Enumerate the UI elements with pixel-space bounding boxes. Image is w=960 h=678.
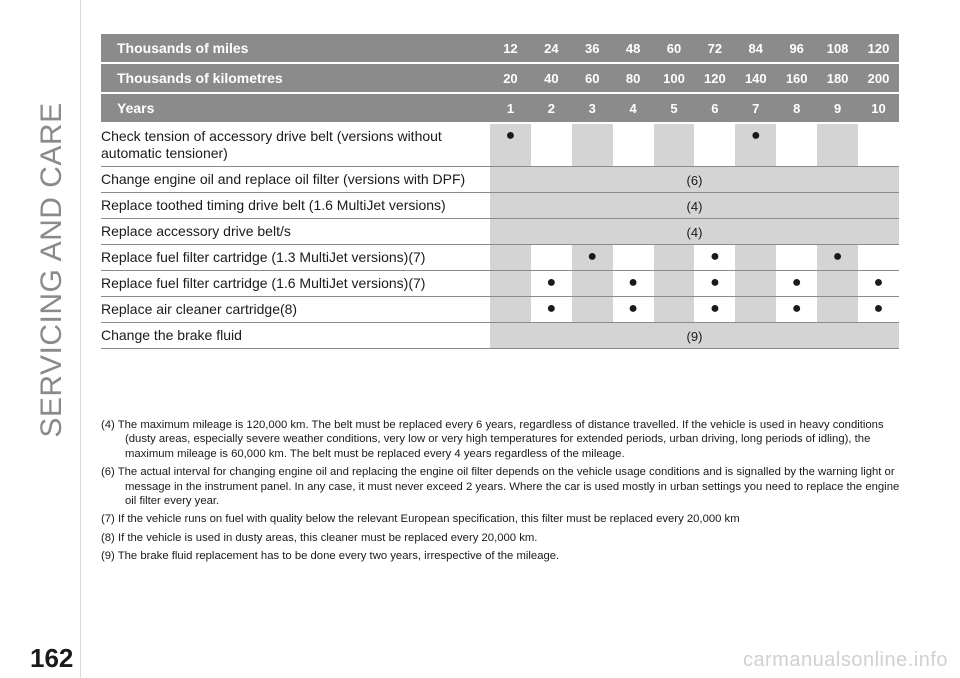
header-cell: 4 bbox=[613, 93, 654, 123]
schedule-cell bbox=[858, 123, 899, 167]
row-label: Replace toothed timing drive belt (1.6 MultiJet versions) bbox=[101, 193, 490, 219]
schedule-cell bbox=[490, 245, 531, 271]
header-cell: 3 bbox=[572, 93, 613, 123]
header-cell: 108 bbox=[817, 34, 858, 63]
header-cell: 40 bbox=[531, 63, 572, 93]
interval-note-cell: (4) bbox=[490, 219, 899, 245]
table-row bbox=[101, 323, 899, 349]
schedule-cell bbox=[654, 297, 695, 323]
row-label: Change engine oil and replace oil filter (versions with DPF) bbox=[101, 167, 490, 193]
watermark: carmanualsonline.info bbox=[742, 649, 948, 671]
schedule-cell bbox=[817, 271, 858, 297]
header-cell: 36 bbox=[572, 34, 613, 63]
header-cell: 60 bbox=[572, 63, 613, 93]
service-schedule-table bbox=[101, 34, 899, 349]
header-row bbox=[101, 34, 899, 63]
header-cell: 24 bbox=[531, 34, 572, 63]
row-label: Replace fuel filter cartridge (1.6 MultiJet versions)(7) bbox=[101, 271, 490, 297]
schedule-cell bbox=[490, 297, 531, 323]
schedule-cell bbox=[654, 271, 695, 297]
header-cell: 160 bbox=[776, 63, 817, 93]
service-dot: ● bbox=[817, 245, 858, 271]
schedule-cell bbox=[817, 297, 858, 323]
schedule-cell bbox=[735, 297, 776, 323]
margin-rule bbox=[80, 0, 81, 678]
row-label: Replace air cleaner cartridge(8) bbox=[101, 297, 490, 323]
service-dot: ● bbox=[613, 271, 654, 297]
service-dot: ● bbox=[694, 245, 735, 271]
service-dot: ● bbox=[531, 271, 572, 297]
header-cell: 120 bbox=[858, 34, 899, 63]
header-cell: 20 bbox=[490, 63, 531, 93]
header-cell: 200 bbox=[858, 63, 899, 93]
header-cell: 48 bbox=[613, 34, 654, 63]
service-dot: ● bbox=[694, 297, 735, 323]
header-cell: 96 bbox=[776, 34, 817, 63]
header-cell: 9 bbox=[817, 93, 858, 123]
page-number: 162 bbox=[30, 643, 74, 673]
schedule-cell bbox=[776, 123, 817, 167]
schedule-cell bbox=[654, 123, 695, 167]
service-dot: ● bbox=[735, 123, 776, 167]
footnote: (8) If the vehicle is used in dusty areas, this cleaner must be replaced every 20,000 km. bbox=[101, 531, 538, 544]
schedule-cell bbox=[694, 123, 735, 167]
row-label: Change the brake fluid bbox=[101, 323, 490, 349]
header-cell: 180 bbox=[817, 63, 858, 93]
schedule-cell bbox=[654, 245, 695, 271]
service-dot: ● bbox=[490, 123, 531, 167]
header-cell: 80 bbox=[613, 63, 654, 93]
service-dot: ● bbox=[531, 297, 572, 323]
service-dot: ● bbox=[613, 297, 654, 323]
schedule-cell bbox=[735, 245, 776, 271]
service-dot: ● bbox=[694, 271, 735, 297]
header-cell: 72 bbox=[694, 34, 735, 63]
footnote: (4) The maximum mileage is 120,000 km. The belt must be replaced every 6 years, regardless of distance travelled. If the vehicle is used in heavy conditions (dusty areas, especially severe weather conditions, very low or very high temperatures for extended periods, urban driving, long periods of idling), the maximum mileage is 60,000 km. The belt must be replaced every 4 years regardless of the mileage. bbox=[101, 419, 884, 460]
section-title: SERVICING AND CARE bbox=[35, 102, 68, 438]
header-cell: 84 bbox=[735, 34, 776, 63]
header-cell: 5 bbox=[654, 93, 695, 123]
schedule-cell bbox=[572, 271, 613, 297]
header-row bbox=[101, 63, 899, 93]
header-row bbox=[101, 93, 899, 123]
header-cell: 8 bbox=[776, 93, 817, 123]
schedule-body bbox=[101, 123, 899, 349]
schedule-cell bbox=[531, 245, 572, 271]
footnote: (6) The actual interval for changing engine oil and replacing the engine oil filter depends on the vehicle usage conditions and is signalled by the warning light or message in the instrument panel. In any case, it must never exceed 2 years. Where the car is used mostly in urban settings you need to replace the engine oil filter every year. bbox=[101, 466, 900, 508]
schedule-cell bbox=[817, 123, 858, 167]
header-cell: 7 bbox=[735, 93, 776, 123]
service-dot: ● bbox=[572, 245, 613, 271]
table-row bbox=[101, 123, 899, 167]
table-row bbox=[101, 271, 899, 297]
header-cell: 10 bbox=[858, 93, 899, 123]
table-row bbox=[101, 193, 899, 219]
header-cell: 140 bbox=[735, 63, 776, 93]
schedule-cell bbox=[613, 245, 654, 271]
footnotes bbox=[101, 418, 901, 568]
table-row bbox=[101, 167, 899, 193]
schedule-cell bbox=[735, 271, 776, 297]
schedule-header bbox=[101, 34, 899, 123]
header-cell: 6 bbox=[694, 93, 735, 123]
table-row bbox=[101, 219, 899, 245]
header-cell: 100 bbox=[654, 63, 695, 93]
schedule-cell bbox=[490, 271, 531, 297]
interval-note-cell: (6) bbox=[490, 167, 899, 193]
footnote: (7) If the vehicle runs on fuel with quality below the relevant European specification, this filter must be replaced every 20,000 km bbox=[101, 513, 740, 526]
schedule-cell bbox=[572, 123, 613, 167]
service-dot: ● bbox=[776, 271, 817, 297]
header-label: Thousands of kilometres bbox=[101, 63, 490, 93]
header-cell: 2 bbox=[531, 93, 572, 123]
schedule-cell bbox=[858, 245, 899, 271]
schedule-cell bbox=[776, 245, 817, 271]
table-row bbox=[101, 297, 899, 323]
header-cell: 60 bbox=[654, 34, 695, 63]
row-label: Replace accessory drive belt/s bbox=[101, 219, 490, 245]
row-label: Check tension of accessory drive belt (versions without automatic tensioner) bbox=[101, 123, 490, 167]
header-cell: 120 bbox=[694, 63, 735, 93]
header-cell: 1 bbox=[490, 93, 531, 123]
service-dot: ● bbox=[858, 297, 899, 323]
footnote: (9) The brake fluid replacement has to be done every two years, irrespective of the mileage. bbox=[101, 550, 560, 563]
header-label: Years bbox=[101, 93, 490, 123]
schedule-cell bbox=[613, 123, 654, 167]
interval-note-cell: (9) bbox=[490, 323, 899, 349]
schedule-cell bbox=[572, 297, 613, 323]
row-label: Replace fuel filter cartridge (1.3 MultiJet versions)(7) bbox=[101, 245, 490, 271]
header-cell: 12 bbox=[490, 34, 531, 63]
service-dot: ● bbox=[776, 297, 817, 323]
header-label: Thousands of miles bbox=[101, 34, 490, 63]
interval-note-cell: (4) bbox=[490, 193, 899, 219]
table-row bbox=[101, 245, 899, 271]
schedule-cell bbox=[531, 123, 572, 167]
service-dot: ● bbox=[858, 271, 899, 297]
